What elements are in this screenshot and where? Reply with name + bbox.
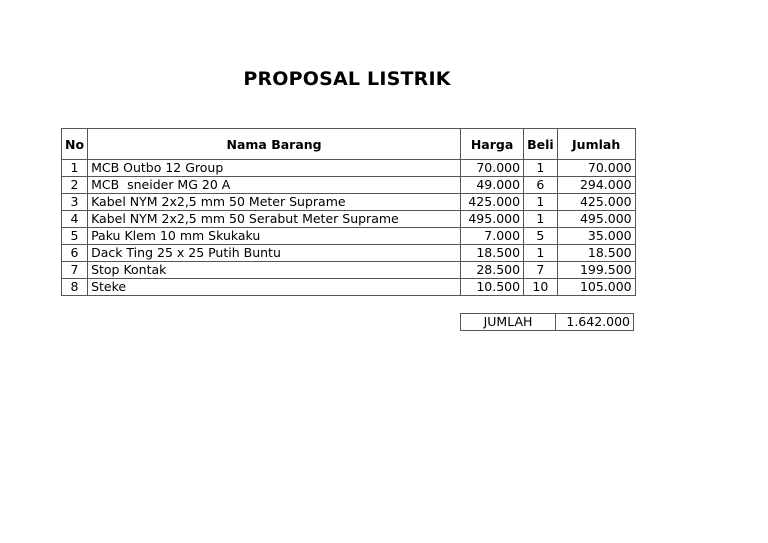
- cell-jumlah: 70.000: [557, 160, 635, 177]
- table-row: [62, 228, 636, 245]
- cell-no: 6: [62, 245, 88, 262]
- cell-jumlah: 294.000: [557, 177, 635, 194]
- header-beli: Beli: [524, 129, 558, 160]
- table-header-row: [62, 129, 636, 160]
- cell-no: 4: [62, 211, 88, 228]
- header-no: No: [62, 129, 88, 160]
- cell-beli: 5: [524, 228, 558, 245]
- header-nama-barang: Nama Barang: [88, 129, 461, 160]
- cell-name: Dack Ting 25 x 25 Putih Buntu: [88, 245, 461, 262]
- items-table: [61, 128, 636, 296]
- cell-beli: 10: [524, 279, 558, 296]
- cell-jumlah: 495.000: [557, 211, 635, 228]
- cell-no: 2: [62, 177, 88, 194]
- cell-name: MCB Outbo 12 Group: [88, 160, 461, 177]
- cell-harga: 70.000: [461, 160, 524, 177]
- cell-no: 3: [62, 194, 88, 211]
- table-row: [62, 160, 636, 177]
- cell-beli: 1: [524, 211, 558, 228]
- cell-harga: 28.500: [461, 262, 524, 279]
- cell-name: Kabel NYM 2x2,5 mm 50 Serabut Meter Suprame: [88, 211, 461, 228]
- table-row: [62, 211, 636, 228]
- cell-name: Kabel NYM 2x2,5 mm 50 Meter Suprame: [88, 194, 461, 211]
- total-table: [460, 313, 634, 331]
- cell-harga: 18.500: [461, 245, 524, 262]
- cell-jumlah: 199.500: [557, 262, 635, 279]
- cell-no: 1: [62, 160, 88, 177]
- table-row: [62, 194, 636, 211]
- cell-beli: 1: [524, 245, 558, 262]
- cell-jumlah: 18.500: [557, 245, 635, 262]
- cell-name: MCB sneider MG 20 A: [88, 177, 461, 194]
- cell-beli: 7: [524, 262, 558, 279]
- table-row: [62, 177, 636, 194]
- cell-name: Stop Kontak: [88, 262, 461, 279]
- cell-harga: 49.000: [461, 177, 524, 194]
- table-row: [62, 279, 636, 296]
- cell-harga: 495.000: [461, 211, 524, 228]
- cell-harga: 10.500: [461, 279, 524, 296]
- table-row: [62, 245, 636, 262]
- cell-name: Paku Klem 10 mm Skukaku: [88, 228, 461, 245]
- table-row: [62, 262, 636, 279]
- cell-name: Steke: [88, 279, 461, 296]
- total-label: JUMLAH: [461, 314, 556, 331]
- cell-harga: 425.000: [461, 194, 524, 211]
- cell-no: 7: [62, 262, 88, 279]
- cell-beli: 1: [524, 160, 558, 177]
- cell-beli: 6: [524, 177, 558, 194]
- cell-beli: 1: [524, 194, 558, 211]
- cell-jumlah: 105.000: [557, 279, 635, 296]
- header-jumlah: Jumlah: [557, 129, 635, 160]
- cell-harga: 7.000: [461, 228, 524, 245]
- total-row: [461, 314, 634, 331]
- cell-no: 5: [62, 228, 88, 245]
- cell-jumlah: 425.000: [557, 194, 635, 211]
- cell-jumlah: 35.000: [557, 228, 635, 245]
- header-harga: Harga: [461, 129, 524, 160]
- total-value: 1.642.000: [556, 314, 634, 331]
- cell-no: 8: [62, 279, 88, 296]
- document-title: PROPOSAL LISTRIK: [243, 68, 451, 90]
